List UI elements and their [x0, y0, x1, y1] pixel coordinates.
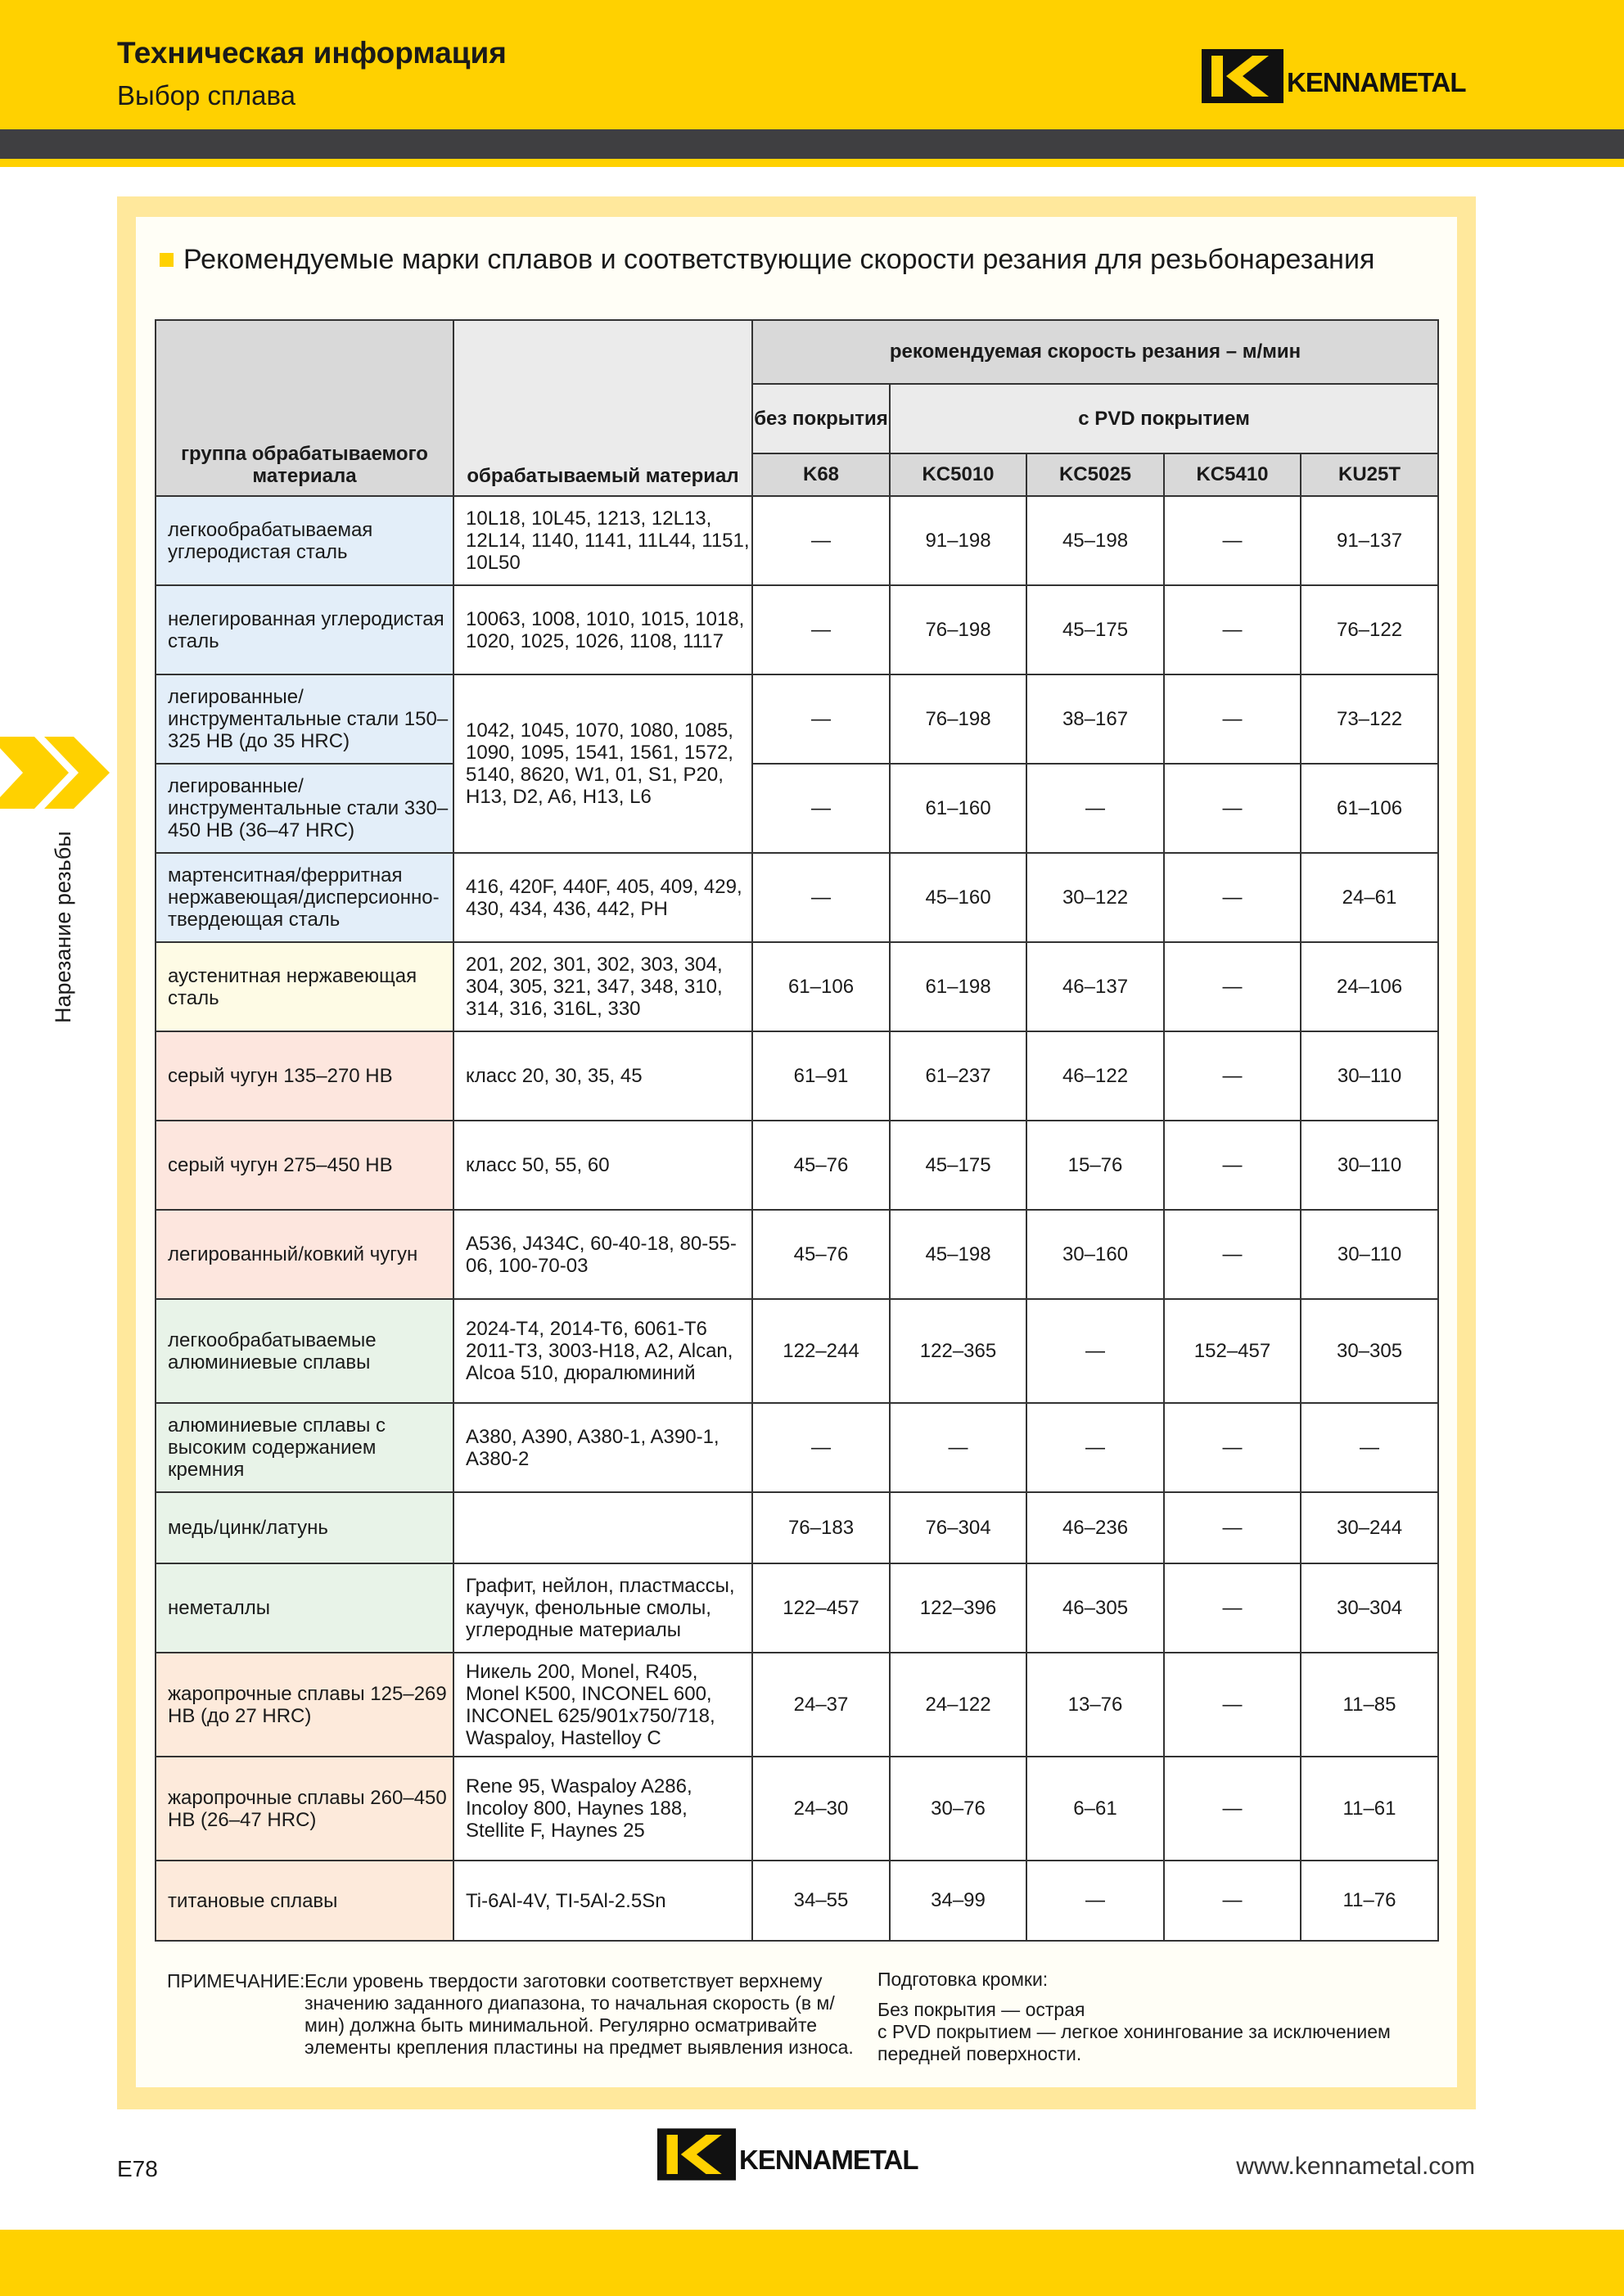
cell-value: 45–175 — [1026, 585, 1164, 674]
row-group: жаропрочные сплавы 125–269 HB (до 27 HRC) — [156, 1653, 453, 1757]
cell-value: 122–457 — [752, 1563, 890, 1653]
cell-value: — — [752, 585, 890, 674]
row-material: 10L18, 10L45, 1213, 12L13, 12L14, 1140, 1141, 11L44, 1151, 10L50 — [453, 496, 752, 585]
cell-value: 30–110 — [1301, 1210, 1438, 1299]
cell-value: 45–198 — [890, 1210, 1026, 1299]
row-group: легированные/инструментальные стали 150–325 HB (до 35 HRC) — [156, 674, 453, 764]
cell-value: 73–122 — [1301, 674, 1438, 764]
edge-prep-pvd: с PVD покрытием — легкое хонингование за исключением передней поверхности. — [877, 2021, 1391, 2064]
cell-value: 46–236 — [1026, 1492, 1164, 1563]
cell-value: — — [1026, 1299, 1164, 1403]
website-link[interactable]: www.kennametal.com — [1236, 2153, 1475, 2180]
cell-value: 24–61 — [1301, 853, 1438, 942]
header-pvd: с PVD покрытием — [890, 384, 1438, 453]
note-hardness — [167, 1970, 855, 2059]
row-material: 1042, 1045, 1070, 1080, 1085, 1090, 1095, 1541, 1561, 1572, 5140, 8620, W1, 01, S1, P20, H13, D2, A6, H13, L6 — [453, 674, 752, 853]
row-group: серый чугун 135–270 HB — [156, 1031, 453, 1121]
cell-value: — — [752, 764, 890, 853]
cell-value: — — [752, 496, 890, 585]
row-material: класс 20, 30, 35, 45 — [453, 1031, 752, 1121]
page-subtitle: Выбор сплава — [117, 80, 295, 111]
chevron-right-icon — [0, 737, 111, 809]
cell-value: 122–365 — [890, 1299, 1026, 1403]
cell-value: — — [1026, 764, 1164, 853]
page-title: Техническая информация — [117, 36, 507, 70]
cell-value: — — [1164, 764, 1301, 853]
cell-value: 76–198 — [890, 674, 1026, 764]
row-material: Rene 95, Waspaloy A286, Incoloy 800, Haynes 188, Stellite F, Haynes 25 — [453, 1757, 752, 1861]
cell-value: — — [1164, 496, 1301, 585]
cell-value: 45–76 — [752, 1210, 890, 1299]
row-group: титановые сплавы — [156, 1861, 453, 1941]
cell-value: — — [1164, 1653, 1301, 1757]
row-group: легированные/инструментальные стали 330–450 HB (36–47 HRC) — [156, 764, 453, 853]
cell-value: 45–76 — [752, 1121, 890, 1210]
cell-value: 61–237 — [890, 1031, 1026, 1121]
cell-value: 61–91 — [752, 1031, 890, 1121]
row-material: 201, 202, 301, 302, 303, 304, 304, 305, 321, 347, 348, 310, 314, 316, 316L, 330 — [453, 942, 752, 1031]
cell-value: 24–122 — [890, 1653, 1026, 1757]
row-material: Ti-6Al-4V, TI-5Al-2.5Sn — [453, 1861, 752, 1941]
cell-value: — — [1164, 1861, 1301, 1941]
row-group: легированный/ковкий чугун — [156, 1210, 453, 1299]
kennametal-logo-icon — [657, 2128, 736, 2181]
grade-ku25t: KU25T — [1301, 453, 1438, 496]
cell-value: 152–457 — [1164, 1299, 1301, 1403]
row-group: нелегированная углеродистая сталь — [156, 585, 453, 674]
cell-value: 38–167 — [1026, 674, 1164, 764]
note-text: Если уровень твердости заготовки соответствует верхнему значению заданного диапазона, то начальная скорость (в м/мин) должна быть минимальной. Регулярно осматривайте элементы крепления пластины на предмет выявления износа. — [304, 1970, 854, 2058]
row-group: медь/цинк/латунь — [156, 1492, 453, 1563]
cell-value: 30–76 — [890, 1757, 1026, 1861]
cell-value: 122–396 — [890, 1563, 1026, 1653]
cell-value: 61–160 — [890, 764, 1026, 853]
cell-value: 11–76 — [1301, 1861, 1438, 1941]
row-material: Графит, нейлон, пластмассы, каучук, фенольные смолы, углеродные материалы — [453, 1563, 752, 1653]
page-number: E78 — [117, 2156, 158, 2181]
cell-value: — — [1164, 1757, 1301, 1861]
cell-value: 30–244 — [1301, 1492, 1438, 1563]
row-group: легкообрабатываемая углеродистая сталь — [156, 496, 453, 585]
header-material-text: обрабатываемый материал — [467, 465, 739, 487]
cell-value: — — [1026, 1403, 1164, 1492]
table-row — [156, 942, 1438, 1031]
table-row — [156, 1031, 1438, 1121]
cell-value: — — [752, 853, 890, 942]
note-edge-prep — [877, 1969, 1434, 2065]
edge-prep-uncoated: Без покрытия — острая — [877, 1999, 1085, 2020]
cell-value: 30–304 — [1301, 1563, 1438, 1653]
cell-value: 30–110 — [1301, 1031, 1438, 1121]
cell-value: 30–305 — [1301, 1299, 1438, 1403]
cell-value: 46–137 — [1026, 942, 1164, 1031]
table-row — [156, 674, 1438, 764]
cell-value: 76–198 — [890, 585, 1026, 674]
row-group: легкообрабатываемые алюминиевые сплавы — [156, 1299, 453, 1403]
section-title — [160, 244, 1374, 276]
cell-value: — — [1164, 1563, 1301, 1653]
kennametal-logo-icon — [1202, 49, 1283, 103]
logo-wordmark: KENNAMETAL — [1287, 67, 1466, 97]
cell-value: 30–122 — [1026, 853, 1164, 942]
cell-value: 46–122 — [1026, 1031, 1164, 1121]
row-material: класс 50, 55, 60 — [453, 1121, 752, 1210]
row-material: Никель 200, Monel, R405, Monel K500, INCONEL 600, INCONEL 625/901x750/718, Waspaloy, Hastelloy C — [453, 1653, 752, 1757]
cell-value: 34–55 — [752, 1861, 890, 1941]
row-group: неметаллы — [156, 1563, 453, 1653]
cell-value: 45–175 — [890, 1121, 1026, 1210]
table-row — [156, 1757, 1438, 1861]
alloy-speed-table — [155, 319, 1439, 1942]
cell-value: 24–30 — [752, 1757, 890, 1861]
cell-value: — — [1164, 1492, 1301, 1563]
edge-prep-title: Подготовка кромки: — [877, 1969, 1049, 1990]
cell-value: — — [890, 1403, 1026, 1492]
header-group — [156, 320, 453, 496]
row-group: мартенситная/ферритная нержавеющая/дисперсионно-твердеющая сталь — [156, 853, 453, 942]
cell-value: — — [1301, 1403, 1438, 1492]
cell-value: — — [1026, 1861, 1164, 1941]
row-material: 10063, 1008, 1010, 1015, 1018, 1020, 1025, 1026, 1108, 1117 — [453, 585, 752, 674]
row-material — [453, 1492, 752, 1563]
cell-value: 61–106 — [752, 942, 890, 1031]
cell-value: — — [752, 1403, 890, 1492]
header-speed: рекомендуемая скорость резания – м/мин — [752, 320, 1438, 384]
cell-value: 61–106 — [1301, 764, 1438, 853]
header-material — [453, 320, 752, 496]
table-row — [156, 1563, 1438, 1653]
table-row — [156, 1861, 1438, 1941]
bullet-square-icon — [160, 253, 174, 267]
cell-value: 15–76 — [1026, 1121, 1164, 1210]
cell-value: — — [1164, 674, 1301, 764]
cell-value: 46–305 — [1026, 1563, 1164, 1653]
cell-value: 76–122 — [1301, 585, 1438, 674]
table-row — [156, 496, 1438, 585]
table-row — [156, 1210, 1438, 1299]
cell-value: 11–85 — [1301, 1653, 1438, 1757]
header-group-text: группа обрабатываемого материала — [181, 443, 428, 487]
cell-value: 61–198 — [890, 942, 1026, 1031]
grade-kc5010: KC5010 — [890, 453, 1026, 496]
section-title-text: Рекомендуемые марки сплавов и соответствующие скорости резания для резьбонарезания — [183, 244, 1375, 275]
cell-value: 6–61 — [1026, 1757, 1164, 1861]
cell-value: — — [1164, 942, 1301, 1031]
cell-value: 34–99 — [890, 1861, 1026, 1941]
table-row — [156, 1653, 1438, 1757]
cell-value: 45–160 — [890, 853, 1026, 942]
cell-value: 13–76 — [1026, 1653, 1164, 1757]
footer-logo — [657, 2128, 918, 2181]
row-group: аустенитная нержавеющая сталь — [156, 942, 453, 1031]
row-material: A380, A390, A380-1, A390-1, A380-2 — [453, 1403, 752, 1492]
cell-value: 45–198 — [1026, 496, 1164, 585]
cell-value: — — [1164, 1403, 1301, 1492]
header-dark-stripe — [0, 129, 1624, 159]
row-group: алюминиевые сплавы с высоким содержанием кремния — [156, 1403, 453, 1492]
cell-value: 76–304 — [890, 1492, 1026, 1563]
cell-value: 24–106 — [1301, 942, 1438, 1031]
cell-value: — — [752, 674, 890, 764]
row-material: 416, 420F, 440F, 405, 409, 429, 430, 434, 436, 442, PH — [453, 853, 752, 942]
row-material: 2024-T4, 2014-T6, 6061-T6 2011-T3, 3003-H18, A2, Alcan, Alcoa 510, дюралюминий — [453, 1299, 752, 1403]
cell-value: — — [1164, 1121, 1301, 1210]
row-group: жаропрочные сплавы 260–450 HB (26–47 HRC) — [156, 1757, 453, 1861]
cell-value: 11–61 — [1301, 1757, 1438, 1861]
side-tab-label: Нарезание резьбы — [51, 831, 75, 1023]
cell-value: 24–37 — [752, 1653, 890, 1757]
table-row — [156, 1403, 1438, 1492]
table-row — [156, 1121, 1438, 1210]
logo-wordmark: KENNAMETAL — [739, 2145, 918, 2175]
cell-value: 30–110 — [1301, 1121, 1438, 1210]
table-row — [156, 853, 1438, 942]
footer-band — [0, 2230, 1624, 2296]
cell-value: 76–183 — [752, 1492, 890, 1563]
cell-value: 91–137 — [1301, 496, 1438, 585]
table-row — [156, 585, 1438, 674]
cell-value: — — [1164, 1210, 1301, 1299]
note-label: ПРИМЕЧАНИЕ: — [167, 1970, 305, 1992]
row-material: A536, J434C, 60-40-18, 80-55-06, 100-70-03 — [453, 1210, 752, 1299]
cell-value: 122–244 — [752, 1299, 890, 1403]
grade-kc5410: KC5410 — [1164, 453, 1301, 496]
table-row — [156, 1492, 1438, 1563]
grade-k68: K68 — [752, 453, 890, 496]
cell-value: 91–198 — [890, 496, 1026, 585]
header-uncoated: без покрытия — [752, 384, 890, 453]
row-group: серый чугун 275–450 HB — [156, 1121, 453, 1210]
cell-value: — — [1164, 1031, 1301, 1121]
cell-value: 30–160 — [1026, 1210, 1164, 1299]
header-logo — [1202, 49, 1466, 103]
table-row — [156, 764, 1438, 853]
cell-value: — — [1164, 853, 1301, 942]
grade-kc5025: KC5025 — [1026, 453, 1164, 496]
table-row — [156, 1299, 1438, 1403]
cell-value: — — [1164, 585, 1301, 674]
header-thin-stripe — [0, 159, 1624, 167]
